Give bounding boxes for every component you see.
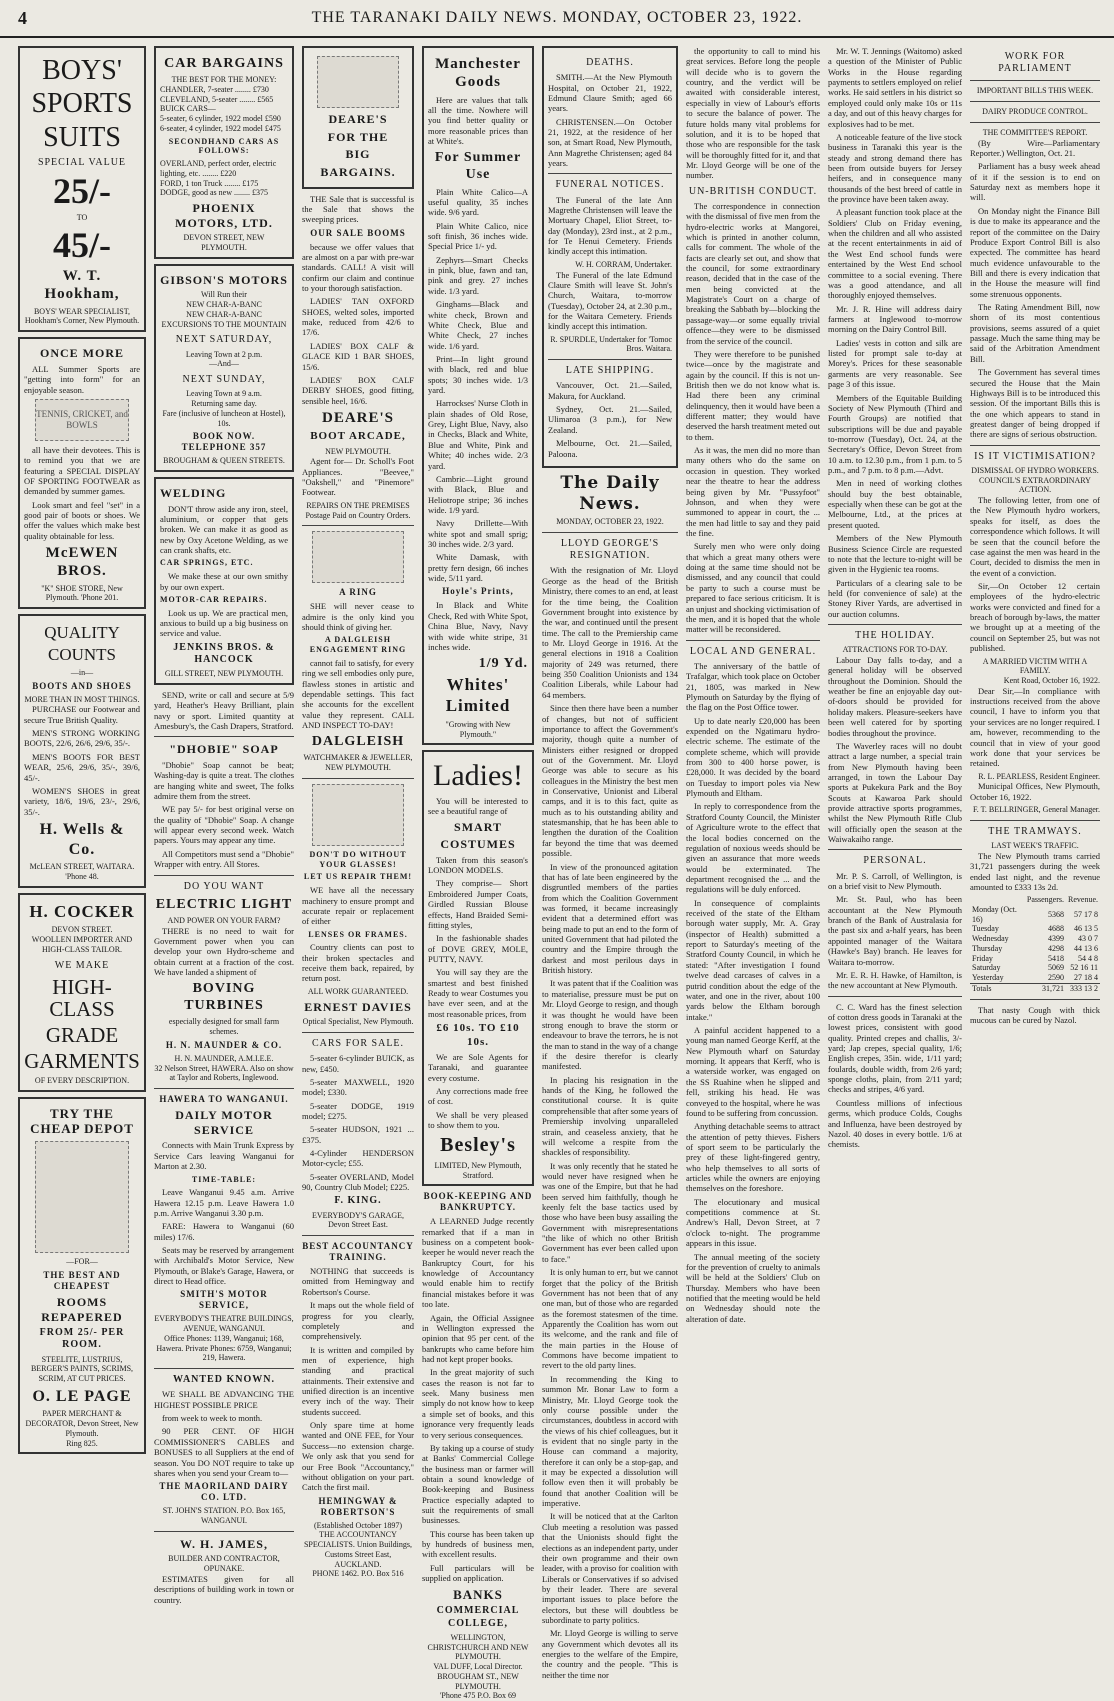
ad-phoenix-motors: CAR BARGAINS THE BEST FOR THE MONEY: CHANDLER, 7-seater ........ £730 CLEVELAND, 5-seater ........ £565 BUICK CARS— 5-seater, 6 cylinder, 1922 model £590 6-seater, 4 cylinder, 1922 model £475 SECONDHAND CARS AS FOLLOWS: OVERLAND, perfect order, electric lighting, etc. ........ £220 FORD, 1 ton Truck ........ £175 DODGE, good as new ........ £375 PHOENIX MOTORS, LTD. DEVON STREET, NEW PLYMOUTH. [154,46,294,259]
editorial-masthead: The Daily News. [560,472,660,514]
ad-ernest-davies: DON'T DO WITHOUT YOUR GLASSES! LET US REPAIR THEM! WE have all the necessary machinery to ensure prompt and accurate repair or replacement of either LENSES OR FRAMES. Country clients can post to their broken spectacles and receive them back, repaired, by return post. ALL WORK GUARANTEED. ERNEST DAVIES Optical Specialist, New Plymouth. [302,784,414,1027]
editorial-title: LLOYD GEORGE'S RESIGNATION. [560,538,660,562]
table-header-row: Passengers. Revenue. [1026,895,1098,905]
table-row: Friday 5418 54 4 8 [972,953,1098,963]
ad-hookham: BOYS' SPORTS SUITS SPECIAL VALUE 25/- TO 45/- W. T. Hookham, BOYS' WEAR SPECIALIST, Hookham's Corner, New Plymouth. [18,46,146,332]
page-number: 4 [18,8,27,28]
table-row: Wednesday 4399 43 0 7 [972,934,1098,944]
ad-whites: Manchester Goods Here are values that talk all the time. Nowhere will you find better quality or more reasonable prices than at White's. For Summer Use Plain White Calico—A useful quality, 35 inches wide. 9/6 yard. Plain White Calico, nice soft finish, 36 inches wide. Special Price 1/- yd. Zephyrs—Smart Checks in pink, blue, fawn and tan, pink and grey. 27 inches wide. 1/3 yard. Ginghams—Black and white check, Brown and White Check, Blue and White Check, 27 inches wide. 1/6 yard. Print—In light ground with black, red and blue spots; 30 inches wide. 1/3 yard. Harrockses' Nurse Cloth in plain shades of Old Rose, Grey, Light Blue, Navy, also in Checks, Black and White, Blue and White, Pink and White; 40 inches wide. 2/3 yard. Cambric—Light ground with Black, Blue and Heliotrope stripe; 36 inches wide. 1/9 yard. Navy Drillette—With white spot and small sprig; 30 inches wide. 2/3 yard. White Damask, with pretty fern design, 66 inches wide, 5/11 yard. Hoyle's Prints, In Black and White Check, Red with White Spot, China Blue, Navy, Navy with wide white stripe, 31 inches wide. 1/9 Yd. Whites' Limited "Growing with New Plymouth." [422,46,534,745]
ad-gibsons-motors: GIBSON'S MOTORS Will Run their NEW CHAR-A-BANC NEW CHAR-A-BANC EXCURSIONS TO THE MOUNTAIN NEXT SATURDAY, Leaving Town at 2 p.m. —And— NEXT SUNDAY, Leaving Town at 9 a.m. Returning same day. Fare (inclusive of luncheon at Hostel), 10s. BOOK NOW. TELEPHONE 357 BROUGHAM & QUEEN STREETS. [154,264,294,472]
heading-unbritish-conduct: UN-BRITISH CONDUCT. [688,185,818,197]
ad-dalgleish: A RING SHE will never cease to admire is the only kind you should think of giving her. A DALGLEISH ENGAGEMENT RING cannot fail to satisfy, for every ring we sell embodies only pure, flawless stones in artistic and dependable settings. This fact she accounts for the excellent value they represent. CALL AND INSPECT TO-DAY! DALGLEISH WATCHMAKER & JEWELLER, NEW PLYMOUTH. [302,531,414,773]
ad-besleys: Ladies! You will be interested to see a beautiful range of SMART COSTUMES Taken from this season's LONDON MODELS. They comprise— Short Embroidered Jumper Coats, Girdled Russian Blouse effects, Hand Braided Semi-fitting styles, In the fashionable shades of DOVE GREY, MOLE, PUTTY, NAVY. You will say they are the smartest and best finished Ready to wear Costumes you have ever seen, and at the most reasonable prices, from £6 10s. TO £10 10s. We are Sole Agents for Taranaki, and guarantee every costume. Any corrections made free of cost. We shall be very pleased to show them to you. Besley's LIMITED, New Plymouth, Stratford. [422,750,534,1186]
heading-work-for-parliament: WORK FOR PARLIAMENT [998,51,1072,75]
column-4 [422,46,534,1701]
newspaper-title: THE TARANAKI DAILY NEWS. MONDAY, OCTOBER 23, 1922. [311,9,803,26]
ad-dhobie-soap: "DHOBIE" SOAP "Dhobie" Soap cannot be beat; Washing-day is quite a treat. The clothes are hanging white and sweet, The folks admire them from the street. WE pay 5/- for best original verse on the quality of "Dhobie" Soap. A change will appear every second week. Watch papers. Yours may appear any time. All Competitors must send a "Dhobie" Wrapper with entry. All Stores. [154,742,294,870]
ad-f-king: CARS FOR SALE. 5-seater 6-cylinder BUICK, as new, £450. 5-seater MAXWELL, 1920 model; £330. 5-seater DODGE, 1919 model; £275. 5-seater HUDSON, 1921 ... £375. 4-Cylinder HENDERSON Motor-cycle; £55. 5-seater OVERLAND, Model 90, Country Club Model; £225. F. KING. EVERYBODY'S GARAGE, Devon Street East. [302,1037,414,1230]
ad-cocker: H. COCKER DEVON STREET. WOOLLEN IMPORTER AND HIGH-CLASS TAILOR. WE MAKE HIGH-CLASS GRADE GARMENTS OF EVERY DESCRIPTION. [18,893,146,1092]
heading-local-and-general: LOCAL AND GENERAL. [689,645,817,657]
ad-maoriland-dairy: WANTED KNOWN. WE SHALL BE ADVANCING THE HIGHEST POSSIBLE PRICE from week to week to month. 90 PER CENT. OF HIGH COMMISSIONER'S CABLES and BONUSES to all Suppliers at the end of season. You DO NOT require to take up shares when you send your Cream to— THE MAORILAND DAIRY CO. LTD. ST. JOHN'S STATION. P.O. Box 165, WANGANUI. [154,1374,294,1525]
ad-jenkins-bros: WELDING DON'T throw aside any iron, steel, aluminium, or copper that gets broken. We can make it as good as new by Oxy Acetone Welding, as we can crank shafts, etc. CAR SPRINGS, ETC. We make these at our own smithy by our own expert. MOTOR-CAR REPAIRS. Look us up. We are practical men, anxious to build up a big business on service and value. JENKINS BROS. & HANCOCK GILL STREET, NEW PLYMOUTH. [154,477,294,685]
ad-deares: DEARE'S FOR THE BIG BARGAINS. [302,46,414,189]
table-totals-row: Totals 31,721 333 13 2 [972,983,1098,993]
ad-hemingway-robertson: BEST ACCOUNTANCY TRAINING. NOTHING that succeeds is omitted from Hemingway and Robertson's Course. It maps out the whole field of progress for you clearly, completely and comprehensively. It is written and compiled by men of experience, high standing and practical attainments. Their extensive and unified direction is an incentive every inch of the way. Their students succeed. Only spare time at home wanted and ONE FEE, for Your Success—no extension charge. We only ask that you send for our Free Book "Accountancy," without obligation on your part. Catch the first mail. HEMINGWAY & ROBERTSON'S (Established October 1897) THE ACCOUNTANCY SPECIALISTS. Union Buildings, Customs Street East, AUCKLAND. PHONE 1462. P.O. Box 516 [302,1241,414,1579]
ad-smiths-motor-service: HAWERA TO WANGANUI. DAILY MOTOR SERVICE Connects with Main Trunk Express by Service Cars leaving Wanganui for Marton at 2.30. TIME-TABLE: Leave Wanganui 9.45 a.m. Arrive Hawera 12.15 p.m. Leave Hawera 1.0 p.m. Arrive Wanganui 3.30 p.m. FARE: Hawera to Wanganui (60 miles) 17/6. Seats may be reserved by arrangement with Archibald's Motor Service, New Plymouth, or Blake's Garage, Hawera, or direct to Head office. SMITH'S MOTOR SERVICE, EVERYBODY'S THEATRE BUILDINGS, AVENUE, WANGANUI. Office Phones: 1139, Wanganui; 168, Hawera. Private Phones: 6759, Wanganui; 219, Hawera. [154,1094,294,1363]
ad-maunder: DO YOU WANT ELECTRIC LIGHT AND POWER ON YOUR FARM? THERE is no need to wait for Government power when you can develop your own Hydro-scheme and obtain current at a fraction of the cost. We have landed a shipment of BOVING TURBINES especially designed for small farm schemes. H. N. MAUNDER & CO. H. N. MAUNDER, A.M.I.E.E. 32 Nelson Street, HAWERA. Also on show at Taylor and Roberts, Inglewood. [154,880,294,1083]
column-8: WORK FOR PARLIAMENT IMPORTANT BILLS THIS WEEK. DAIRY PRODUCE CONTROL. THE COMMITTEE'S REPORT. (By Wire—Parliamentary Reporter.) Wellington, Oct. 21. Parliament has a busy week ahead of it if the session is to end on Saturday next as members hope it will. On Monday night the Finance Bill is due to make its appearance and the report of the committee on the Dairy Produce Export Control Bill is also expected. The committee has heard much evidence unfavourable to the Bill and there is every indication that in the House the measure will find some strenuous opponents. The Rating Amendment Bill, now shorn of its most contentious provisions, seems assured of a quiet passage. Much the same thing may be said of the Arbitration Amendment Bill. The Government has several times secured the House that the Main Highways Bill is to be introduced this session. Of the important Bills this is the one which appears to stand in greatest danger of being dropped if there are signs of serious obstruction. IS IT VICTIMISATION? DISMISSAL OF HYDRO WORKERS. COUNCIL'S EXTRAORDINARY ACTION. The following letter, from one of the New Plymouth hydro workers, speaks for itself, as does the correspondence which follows. It will be seen that the council before the case against the men was heard in the Court, decided to dismiss the men in the event of a conviction. Sir,—On October 12 certain employees of the hydro-electric works were convicted and fined for a breach of borough by-laws, the matter we brought up at a meeting of the council on September 25, but was not published. A MARRIED VICTIM WITH A FAMILY. Kent Road, October 16, 1922. Dear Sir,—In compliance with instructions received from the above council, I have to inform you that your services are no longer required. I am, however, recommending to the council that in view of your good work done that your services be retained. R. L. PEARLESS, Resident Engineer. Municipal Offices, New Plymouth, October 16, 1922. F. T. BELLRINGER, General Manager. THE TRAMWAYS. LAST WEEK'S TRAFFIC. The New Plymouth trams carried 31,721 passengers during the week ended last night, and the revenue amounted to £333 13s 2d. Passengers. Revenue. Monday (Oct. 16) 5368 57 17 8 Tuesday 4688 46 13 5 Wednesday 4399 43 0 7 Thursday 4298 44 13 6 Friday 5418 54 4 8 Saturday 5069 52 16 11 Yesterday 2590 27 18 4 Totals 31,721 333 13 2 That nasty Cough with thick mucous can be cured by Nazol. [970,51,1100,1026]
column-6: the opportunity to call to mind his great services. Before long the people will decide who is to govern the country, and the verdict will be awaited with considerable interest, especially in view of Labour's efforts to secure the balance of power. The future holds many vital problems for solution, and it is to be hoped that those who are responsible for the task will be thoroughly fitted for it, and that Mr. Lloyd George will be one of the number. UN-BRITISH CONDUCT. The correspondence in connection with the dismissal of five men from the hydro-electric works at Mangorei, which is printed in another column, calls for comment. The whole of the facts are clearly set out, and show that the council, for some extraordinary reason, decided that in the case of the men being convicted at the Magistrate's Court on a charge of breaking the Sabbath by—blocking the passage-way—or some equally trivial offence—they were to be dismissed from the service of the council. They were therefore to be punished twice—once by the magistrate and again by the council. If this is not un-British then we do not know what is. Had there been any criminal delinquency, then it would have been a different matter; they would have deserved the harsh treatment meted out to them. As it was, the men did no more than many others who do the same on occasion in question. They worked near the theatre to hear the address being given by Mr. "Pussyfoot" Johnson, and when they were summoned to appear in court, the ... the men had little to say and they paid the fine. Surely men who were only doing that which a great many others were doing at the same time should not be dismissed, and any council that could be party to such a course must be prepared to face serious criticism. It is an unjust and shocking victimisation of the men, and it is hoped that the whole matter will be reconsidered. LOCAL AND GENERAL. The anniversary of the battle of Trafalgar, which took place on October 21, 1805, was marked in New Plymouth on Saturday by the flying of the flag on the Post Office tower. Up to date nearly £20,000 has been expended on the Ngatimaru hydro-electric scheme. The estimate of the complete scheme, which will provide from 300 to 400 horse power, is £28,000. It was decided by the board on Tuesday to import poles via New Plymouth and Eltham. In reply to correspondence from the Stratford County Council, the Minister of Agriculture wrote to the effect that the local bodies concerned on the regulation of noxious weeds should be given an assurance that more weeds would be exterminated. The department recognised the ... and the regulations will be duly enforced. In consequence of complaints received of the state of the Eltham borough water supply, Mr. A. Gray (inspector of Health) submitted a report to Saturday's meeting of the Stratford County Council, in which he stated: "After investigation I found twelve dead carcases of calves in a putrid condition about the edge of the water, and one in the river, about 100 yards below the Eltham borough intake." A painful accident happened to a young man named George Kerff, at the New Plymouth wharf on Saturday morning. It appears that Kerff, who is a waterside worker, was engaged on the SS Ruahine when he slipped and fell, striking his head. He was conveyed to the hospital, where he was found to be suffering from concussion. Anything detachable seems to attract the attention of petty thieves. Fishers of sport seem to be particularly the prey of these light-fingered gentry, who help themselves to all sorts of articles while the owners are enjoying themselves on the foreshore. The elocutionary and musical competitions commence at St. Andrew's Hall, Devon Street, at 7 o'clock to-night. The programme appears in this issue. The annual meeting of the society for the prevention of cruelty to animals will be held at the Soldiers' Club on Thursday. Members who have been notified that the meeting would be held on Wednesday should note the alteration of date. [686,46,820,1324]
notices-box: DEATHS. SMITH.—At the New Plymouth Hospital, on October 21, 1922, Edmund Claure Smith; aged 66 years. CHRISTENSEN.—On October 21, 1922, at the residence of her son, at Smart Road, New Plymouth, Ann Magrethe Christensen; aged 84 years. FUNERAL NOTICES. The Funeral of the late Ann Magrethe Christensen will leave the Mortuary Chapel, Eliot Street, to-day (Monday), 23rd inst., at 2 p.m., for Te Henui Cemetery. Friends kindly accept this intimation. W. H. CORRAM, Undertaker. The Funeral of the late Edmund Claure Smith will leave St. John's Church, Waitara, to-morrow (Tuesday), October 24, at 2.30 p.m., for the Waitara Cemetery. Friends kindly accept this intimation. R. SPURDLE, Undertaker for 'Tomoc Bros. Waitara. LATE SHIPPING. Vancouver, Oct. 21.—Sailed, Makura, for Auckland. Sydney, Oct. 21.—Sailed, Ulimaroa (3 p.m.), for New Zealand. Melbourne, Oct. 21.—Sailed, Paloona. [542,46,678,468]
couple-illustration-icon [35,1141,130,1253]
amesbury-notice: SEND, write or call and secure at 5/9 yard, Heather's Heavy Brilliant, plain navy or sport. Limited quantity at Amesbury's, the Cash Drapers, Stratford. [154,689,294,731]
column-1 [18,46,146,1448]
column-7: Mr. W. T. Jennings (Waitomo) asked a question of the Minister of Public Works in the House regarding payments to settlers employed on relief works. He said settlers in his district so employed could only make 10s or 11s a day, and out of this heavy charges for explosives had to be met. A noticeable feature of the live stock business in Taranaki this year is the steady and strong demand there has been from outside buyers for Jersey heifers, and in consequence many thousands of the best breed of cattle in the province have been taken away. A pleasant function took place at the Soldiers' Club on Friday evening, when the children and all who assisted at the recent entertainments in aid of the West End school funds were entertained by the West End school committee to a social evening. There was a good attendance, and all thoroughly enjoyed themselves. Mr. J. R. Hine will address dairy farmers at Inglewood to-morrow morning on the Dairy Control Bill. Ladies' vests in cotton and silk are listed for prompt sale to-day at Morey's. Prices for these seasonable garments are very reasonable. See page 3 of this issue. Members of the Equitable Building Society of New Plymouth (Third and Fourth Groups) are notified that subscriptions will be due and payable to-morrow (Tuesday), Oct. 24, at the Secretary's Office, Devon Street from 10 a.m. to 12.30 p.m., from 1 p.m. to 5 p.m., and 7 p.m. to 8 p.m.—Advt. Men in need of working clothes should buy the best obtainable, especially when these can be got at the Melbourne, Ltd., at the prices at present quoted. Members of the New Plymouth Business Science Circle are requested to note that the lecture to-night will be given in the Hygienic tea rooms. Particulars of a clearing sale to be held (for convenience of sale) at the Stoney River Yards, are advertised in our auction columns. THE HOLIDAY. ATTRACTIONS FOR TO-DAY. Labour Day falls to-day, and a general holiday will be observed throughout the Dominion. Should the weather be fine an enjoyable day out-of-doors should be provided for holiday makers. Pleasure-seekers have been well catered for by sporting bodies throughout the province. The Waverley races will no doubt attract a large number, a special train from New Plymouth having been arranged, in town the Labour Day sports at Pukekura Park and the Boy Scouts at Kawaroa Park should provide attractive sports programmes, whilst the New Plymouth Rifle Club will officially open the season at the Waiwakaiho range. PERSONAL. Mr. P. S. Carroll, of Wellington, is on a brief visit to New Plymouth. Mr. St. Paul, who has been accountant at the New Plymouth branch of the Bank of Australasia for the past six and a-half years, has been appointed manager of the Waitara (Hawke's Bay) branch. He leaves for Waitara to-morrow. Mr. E. R. H. Hawke, of Hamilton, is the new accountant at New Plymouth. C. C. Ward has the finest selection of cotton dress goods in Taranaki at the lowest prices, consistent with good quality. Printed crepes and challis, 3/- yard; Jap crepes, special quality, 1/6; English crepes, 35in. wide, 1/11 yard; foulards, double width, from 2/6 yard; sponge cloths, plain, from 2/11 yard; checks and stripes, 4/6 yard. Countless millions of infectious germs, which produce Colds, Coughs and Influenza, have been destroyed by Nazol. 40 doses in every bottle. 1/6 at chemists. [828,46,962,1150]
heading-personal: PERSONAL. [863,855,927,867]
spectacles-illustration-icon [312,784,404,846]
table-row: Saturday 5069 52 16 11 [972,963,1098,973]
jester-illustration-icon [317,56,399,108]
column-2 [154,46,294,1605]
heading-the-holiday: THE HOLIDAY. [855,630,935,642]
tennis-racket-icon: TENNIS, CRICKET, and BOWLS [35,399,130,441]
ad-le-page: TRY THE CHEAP DEPOT —FOR— THE BEST AND CHEAPEST ROOMS REPAPERED FROM 25/- PER ROOM. STEELITE, LUSTRIUS, BERGER'S PAINTS, SCRIMS, SCRIM, AT CUT PRICES. O. LE PAGE PAPER MERCHANT & DECORATOR, Devon Street, New Plymouth. Ring 825. [18,1097,146,1455]
table-row: Yesterday 2590 27 18 4 [972,973,1098,983]
masthead [0,0,1114,38]
tramway-traffic-table [970,895,1100,994]
table-row: Tuesday 4688 46 13 5 [972,924,1098,934]
ad-mcewen: ONCE MORE ALL Summer Sports are "getting into form" for an enjoyable season. TENNIS, CRICKET, and BOWLS all have their devotees. This is to remind you that we are featuring a SPECIAL DISPLAY OF SPORTING FOOTWEAR as demanded by summer games. Look smart and feel "set" in a good pair of boots or shoes. We offer the values which make best quality obtainable for less. McEWEN BROS. "K" SHOE STORE, New Plymouth. 'Phone 201. [18,337,146,609]
table-row: Monday (Oct. 16) 5368 57 17 8 [972,904,1098,924]
heading-victimisation: IS IT VICTIMISATION? [974,450,1096,462]
ring-illustration-icon [312,531,404,583]
column-5: DEATHS. SMITH.—At the New Plymouth Hospital, on October 21, 1922, Edmund Claure Smith; aged 66 years. CHRISTENSEN.—On October 21, 1922, at the residence of her son, at Smart Road, New Plymouth, Ann Magrethe Christensen; aged 84 years. FUNERAL NOTICES. The Funeral of the late Ann Magrethe Christensen will leave the Mortuary Chapel, Eliot Street, to-day (Monday), 23rd inst., at 2 p.m., for Te Henui Cemetery. Friends kindly accept this intimation. W. H. CORRAM, Undertaker. The Funeral of the late Edmund Claure Smith will leave St. John's Church, Waitara, to-morrow (Tuesday), October 24, at 2.30 p.m., for the Waitara Cemetery. Friends kindly accept this intimation. R. SPURDLE, Undertaker for 'Tomoc Bros. Waitara. LATE SHIPPING. Vancouver, Oct. 21.—Sailed, Makura, for Auckland. Sydney, Oct. 21.—Sailed, Ulimaroa (3 p.m.), for New Zealand. Melbourne, Oct. 21.—Sailed, Paloona. The Daily News. MONDAY, OCTOBER 23, 1922. LLOYD GEORGE'S RESIGNATION. With the resignation of Mr. Lloyd George as the head of the British Ministry, there comes to an end, at least for the time being, the Coalition Government brought into existence by the war, and continued until the present time. The call to the Premiership came to Mr. Lloyd George in 1916. At the general elections in 1918 a Coalition majority of 249 was returned, there being 350 Coalition Unionists and 134 Coalition Liberals, while Labour had 64 members. Since then there have been a number of changes, but not of sufficient importance to affect the Government's majority, though quite a number of Ministers either resigned or dropped out of the Government. Mr. Lloyd George was able to secure as his colleagues in the Ministry the best men in Conservative, Unionist and Liberal camps, and it is to this fact, quite as much as to his outstanding ability and statesmanship, that he has been able to lengthen the duration of the Coalition far beyond the time that was deemed possible. In view of the pronounced agitation that has of late been engineered by the disgruntled members of the parties from which the Coalition Government was formed, it became increasingly evident that a determined effort was being made to put an end to the form of united Government that had piloted the country and the Empire through the darkest and most perilous days in British history. It was patent that if the Coalition was to materialise, pressure must be put on Mr. Lloyd George to resign, and though it was thought he would have been strong enough to brave the storm or endeavour to brave the terrors, he is not the man to stand in the way of a change if the desire therefor is clearly manifested. In placing his resignation in the hands of the King, he followed the constitutional course. It is quite comprehensible that after some years of Premiership involving unparalleled strain, and ceaseless anxiety, that he will welcome a respite from the shackles of responsibility. It was only recently that he stated he would never have resigned when he was one of the Empire, but that he had been served him faithfully, though he keenly felt the base tactics used by those who have been busy assailing the Government with misrepresentations "the like of which no other British Government has ever been called upon to face." It is only human to err, but we cannot forget that the policy of the British Government has not been that of any one man, but of those who are regarded as the foremost statesmen of the time. Apparently the Coalition has worn out its welcome, and the rank and file of the main parties in the House of Commons have become impatient to revert to the old party lines. In recommending the King to summon Mr. Bonar Law to form a Ministry, Mr. Lloyd George took the only course possible under the circumstances, doubtless in accord with the views of his chief colleagues, but it is evident that no single party in the House can command a majority, therefore it can only be a stop-gap, and it may be expected a dissolution will follow even then it will probably be found that another Coalition will be imperative. It will be noticed that at the Carlton Club meeting a resolution was passed that the Unionists should fight the elections as an independent party, under their own programme and their own leader, with a proviso for coalition with Liberals or Conservatives if so advised by their leader. There are several important issues to place before the electors, but these will doubtless be subordinate to party politics. Mr. Lloyd George is willing to serve any Government which devotes all its energies to the welfare of the Empire, the country and the people. "This is neither the time nor [542,46,678,1389]
ad-w-h-james: W. H. JAMES, BUILDER AND CONTRACTOR, OPUNAKE. ESTIMATES given for all descriptions of building work in town or country. [154,1536,294,1605]
ad-wells: QUALITY COUNTS —in— BOOTS AND SHOES MORE THAN IN MOST THINGS. PURCHASE our Footwear and secure True British Quality. MEN'S STRONG WORKING BOOTS, 22/6, 26/6, 29/6, 35/-. MEN'S BOOTS FOR BEST WEAR, 25/6, 29/6, 35/-, 39/6, 45/-. WOMEN'S SHOES in great variety, 18/6, 19/6, 23/-, 29/6, 35/-. H. Wells & Co. McLEAN STREET, WAITARA. 'Phone 48. [18,614,146,887]
column-3: DEARE'S FOR THE BIG BARGAINS. THE Sale that is successful is the Sale that shows the sweeping prices. OUR SALE BOOMS because we offer values that are almost on a par with pre-war standards. CALL! A visit will confirm our claim and continue to your thorough satisfaction. LADIES' TAN OXFORD SHOES, welted soles, imported make, reduced from 42/6 to 17/6. LADIES' BOX CALF & GLACE KID 1 BAR SHOES, 15/6. LADIES' BOX CALF DERBY SHOES, good fitting, sensible heel, 16/6. DEARE'S BOOT ARCADE, NEW PLYMOUTH. Agent for— Dr. Scholl's Foot Appliances. "Beevee," "Oakshell," and "Pinemore" Footwear. REPAIRS ON THE PREMISES Postage Paid on Country Orders. A RING SHE will never cease to admire is the only kind you should think of giving her. A DALGLEISH ENGAGEMENT RING cannot fail to satisfy, for every ring we sell embodies only pure, flawless stones in artistic and dependable settings. This fact she accounts for the excellent value they represent. CALL AND INSPECT TO-DAY! DALGLEISH WATCHMAKER & JEWELLER, NEW PLYMOUTH. DON'T DO WITHOUT YOUR GLASSES! LET US REPAIR THEM! WE have all the necessary machinery to ensure prompt and accurate repair or replacement of either LENSES OR FRAMES. Country clients can post to their broken spectacles and receive them back, repaired, by return post. ALL WORK GUARANTEED. ERNEST DAVIES Optical Specialist, New Plymouth. CARS FOR SALE. 5-seater 6-cylinder BUICK, as new, £450. 5-seater MAXWELL, 1920 model; £330. 5-seater DODGE, 1919 model; £275. 5-seater HUDSON, 1921 ... £375. 4-Cylinder HENDERSON Motor-cycle; £55. 5-seater OVERLAND, Model 90, Country Club Model; £225. F. KING. EVERYBODY'S GARAGE, Devon Street East. BEST ACCOUNTANCY TRAINING. NOTHING that succeeds is omitted from Hemingway and Robertson's Course. It maps out the whole field of progress for you clearly, completely and comprehensively. It is written and compiled by men of experience, high standing and practical attainments. Their extensive and unified direction is an incentive every inch of the way. Their students succeed. Only spare time at home wanted and ONE FEE, for Your Success—no extension charge. We only ask that you send for our Free Book "Accountancy," without obligation on your part. Catch the first mail. HEMINGWAY & ROBERTSON'S (Established October 1897) THE ACCOUNTANCY SPECIALISTS. Union Buildings, Customs Street East, AUCKLAND. PHONE 1462. P.O. Box 516 [302,46,414,1389]
heading-the-tramways: THE TRAMWAYS. [988,825,1082,837]
table-row: Thursday 4298 44 13 6 [972,943,1098,953]
ad-banks-college: BOOK-KEEPING AND BANKRUPTCY. A LEARNED Judge recently remarked that if a man in business on a competent book-keeper he would never reach the Bankruptcy Court, for his knowledge of Accountancy would enable him to rectify financial mistakes before it was too late. Again, the Official Assignee in Wellington expressed the opinion that 95 per cent. of the bankrupts who came before him had not kept proper books. In the great majority of such cases the reason is not far to seek. Many business men simply do not know how to keep a simple set of books, and this ignorance very frequently leads to very serious consequences. By taking up a course of study at Banks' Commercial College the business man or farmer will obtain a sound knowledge of Book-keeping and Business Practice especially adapted to suit the requirements of small businesses. This course has been taken up by hundreds of business men, with excellent results. Full particulars will be supplied on application. BANKS COMMERCIAL COLLEGE, WELLINGTON, CHRISTCHURCH AND NEW PLYMOUTH. VAL DUFF, Local Director. BROUGHAM ST., NEW PLYMOUTH. 'Phone 475 P.O. Box 69 [422,1191,534,1701]
